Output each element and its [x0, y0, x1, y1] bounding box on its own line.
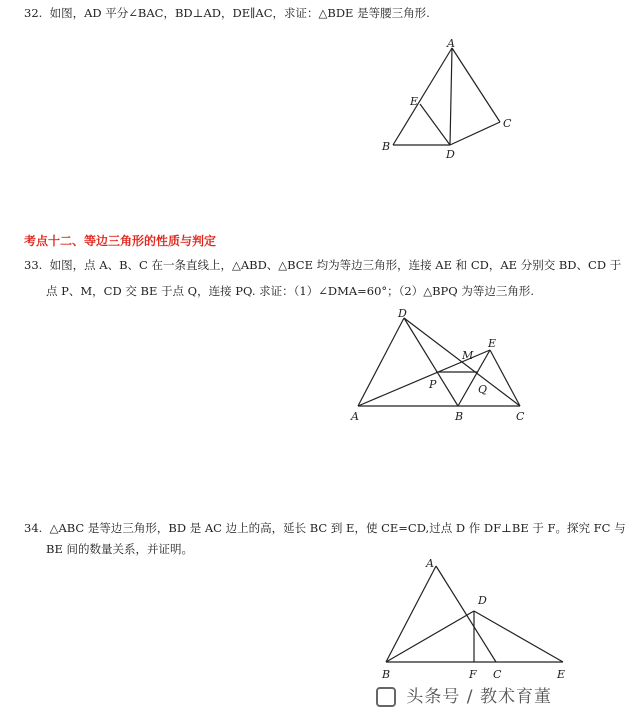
- problem-33-statement-1: 如图，点 A、B、C 在一条直线上，△ABD、△BCE 均为等边三角形，连接 AE 和 CD，AE 分别交 BD、CD 于: [49, 258, 622, 272]
- p34-label-A: A: [426, 557, 434, 570]
- toutiao-logo-icon: [376, 687, 396, 707]
- problem-34-statement-1: △ABC 是等边三角形，BD 是 AC 边上的高，延长 BC 到 E，使 CE=CD,过点 D 作 DF⊥BE 于 F。探究 FC 与: [49, 521, 626, 535]
- problem-32-number: 32.: [24, 6, 43, 20]
- p33-label-M: M: [462, 349, 474, 362]
- p34-label-E: E: [557, 668, 566, 681]
- problem-34-number: 34.: [24, 521, 43, 535]
- p33-label-A: A: [351, 410, 359, 423]
- p32-label-D: D: [446, 148, 455, 161]
- p34-label-F: F: [469, 668, 477, 681]
- p34-label-B: B: [382, 668, 391, 681]
- p33-label-E: E: [488, 337, 497, 350]
- p33-label-B: B: [455, 410, 464, 423]
- p32-label-A: A: [447, 37, 455, 50]
- problem-33-line-2: [46, 284, 534, 298]
- section-heading: 考点十二、等边三角形的性质与判定: [24, 234, 217, 248]
- watermark-text: 头条号 / 教术育董: [406, 687, 552, 707]
- p33-label-D: D: [398, 307, 407, 320]
- p32-label-C: C: [503, 117, 512, 130]
- problem-34-line-2: [46, 542, 193, 556]
- problem-33-line-1: [24, 258, 621, 272]
- p32-label-B: B: [382, 140, 391, 153]
- p32-label-E: E: [410, 95, 419, 108]
- p34-label-D: D: [478, 594, 487, 607]
- watermark: [376, 682, 552, 707]
- p34-label-C: C: [493, 668, 502, 681]
- problem-34-line-1: [24, 521, 626, 535]
- problem-33-lines: [358, 318, 520, 406]
- problem-32-statement: 如图，AD 平分∠BAC，BD⊥AD，DE∥AC，求证：△BDE 是等腰三角形.: [49, 6, 430, 20]
- p33-label-C: C: [516, 410, 525, 423]
- problem-34-lines: [386, 566, 563, 662]
- problem-33-number: 33.: [24, 258, 43, 272]
- problem-34-statement-2: BE 间的数量关系，并证明。: [46, 542, 193, 556]
- problem-33-statement-2: 点 P、M，CD 交 BE 于点 Q，连接 PQ. 求证：（1）∠DMA=60°；（2）△BPQ 为等边三角形.: [46, 284, 535, 298]
- p33-label-Q: Q: [478, 383, 488, 396]
- p33-label-P: P: [429, 378, 437, 391]
